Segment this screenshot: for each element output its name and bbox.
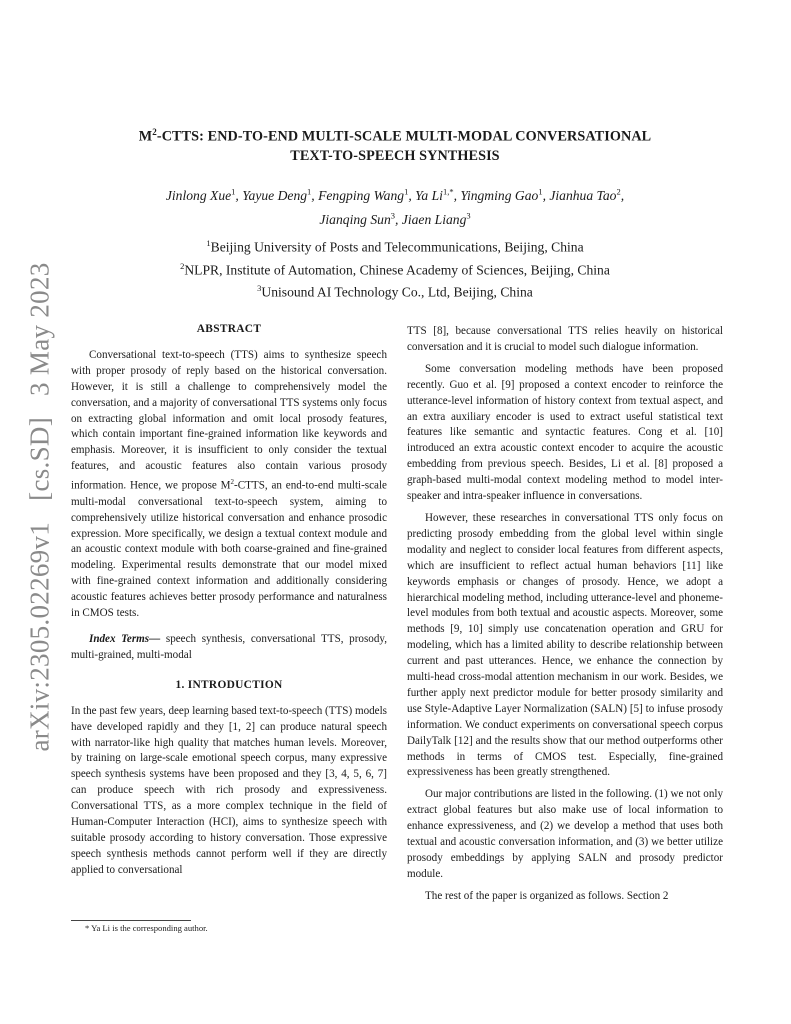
author: Jianqing Sun$^3$,: [319, 210, 402, 228]
author: Jinlong Xue$^1$,: [165, 186, 243, 203]
author-list: [100, 181, 690, 230]
arxiv-date: 3 May 2023: [24, 262, 55, 396]
abstract-text: Conversational text-to-speech (TTS) aims to synthesize speech with proper prosody of reply based on the historical conversation. However, it is still a challenge to comprehensively model the conversation, and a majority of conversational TTS systems only focus on extracting global information and omit local prosody features, which contain important fine-grained information like keywords and emphasis. Moreover, it is insufficient to only consider the textual features, and acoustic features also contain various prosody information. Hence, we propose $M^2$-CTTS, an end-to-end multi-scale multi-modal conversational text-to-speech system, aiming to comprehensively utilize historical conversation and enhance prosodic expression. More specifically, we design a textual context module and an acoustic context module with both coarse-grained and fine-grained modeling. Experimental results demonstrate that our model mixed with fine-grained context information and additionally considering acoustic features achieves better prosody performance and naturalness in CMOS tests.: [71, 348, 387, 620]
intro-paragraph: However, these researches in conversational TTS only focus on predicting prosody embedding from the global level within single modality and neglect to consider local features from different aspects, which are insufficient to reflect actual human behaviors [11] like keywords emphasis or changes of prosody. Hence, we adopt a hierarchical modeling method, including utterance-level and phoneme-level modules from both textual and acoustic aspects. Moreover, some methods [9, 10] simply use concatenation operation and GRU for modeling, which has a limited ability to describe relationship between current and past utterances. Hence, we enhance the connection by multi-head cross-modal attention mechanism in our work. Besides, we further apply next predictor module for better prosody similarity and use Style-Adaptive Layer Normalization (SALN) [5] to infuse prosody information. We conduct experiments on conversational speech corpus DailyTalk [12] and the results show that our method outperforms other methods in terms of CMOS test. Especially, fine-grained expressiveness has been greatly strengthened.: [407, 511, 723, 779]
author: Ya $Li^{1,*}$,: [415, 186, 461, 203]
arxiv-id: arXiv:2305.02269v1: [24, 521, 55, 752]
index-terms-label: Index Terms—: [89, 633, 161, 645]
affiliation: $^2$NLPR, Institute of Automation, Chinese Academy of Sciences, Beijing, China: [180, 260, 610, 278]
affiliation: $^1$Beijing University of Posts and Telecommunications, Beijing, China: [206, 238, 584, 255]
paper-title: $M^2$-CTTS: END-TO-END MULTI-SCALE MULTI-MODAL CONVERSATIONAL TEXT-TO-SPEECH SYNTHESIS: [138, 127, 652, 164]
intro-paragraph: The rest of the paper is organized as follows. Section 2: [425, 889, 669, 902]
author: Yingming Gao$^1$,: [460, 186, 550, 203]
abstract-heading: ABSTRACT: [196, 323, 262, 335]
arxiv-identifier-stamp: [25, 248, 56, 751]
arxiv-category: [cs.SD]: [24, 417, 55, 501]
index-terms: Index Terms— speech synthesis, conversational TTS, prosody, multi-grained, multi-modal: [71, 633, 387, 661]
footnote: * Ya Li is the corresponding author.: [85, 923, 208, 933]
affiliation-list: [100, 234, 690, 302]
intro-paragraph: Our major contributions are listed in the following. (1) we not only extract global features but also make use of local information to enhance expressiveness, and (2) we develop a method that uses both textual and acoustic conversation information, and (3) we better utilize prosody embeddings by applying SALN and prosody predictor module.: [407, 788, 723, 880]
introduction-heading: 1. INTRODUCTION: [175, 678, 283, 691]
intro-paragraph: Some conversation modeling methods have been proposed recently. Guo et al. [9] proposed a context encoder to reinforce the utterance-level information of history context from textual aspect, and an extra auxiliary encoder is used to extract useful statistical text features like semantic and syntactic features. Cong et al. [10] introduced an extra acoustic context encoder to acquire the acoustic embedding from previous speech. Besides, Li et al. [8] proposed a graph-based multi-modal context modeling method to model inter-speaker and intra-speaker influence in conversations.: [407, 362, 723, 503]
footnote-divider: [71, 920, 191, 921]
author: Yayue Deng$^1$,: [242, 186, 319, 203]
intro-paragraph-continued: TTS [8], because conversational TTS relies heavily on historical conversation and it is crucial to model such dialogue information.: [407, 325, 723, 353]
author: Jiaen Liang$^3$: [401, 210, 471, 228]
intro-paragraph: In the past few years, deep learning based text-to-speech (TTS) models have developed rapidly and they [1, 2] can produce natural speech with narrator-like high quality that matches human levels. Moreover, by training on large-scale emotional speech corpus, many expressive speech synthesis systems have been proposed and they [3, 4, 5, 6, 7] can produce speech with rich prosody and expressiveness. Conversational TTS, as a more complex technique in the field of Human-Computer Interaction (HCI), aims to synthesize speech with suitable prosody according to history conversation. Those expressive speech synthesis methods cannot perform well if they are directly applied to conversational: [71, 704, 387, 876]
affiliation: $^3$Unisound AI Technology Co., Ltd, Beijing, China: [257, 283, 533, 300]
author: Jianhua Tao$^2$,: [549, 186, 625, 203]
right-column: [407, 324, 723, 911]
left-column: [71, 322, 387, 885]
author: Fengping Wang$^1$,: [318, 186, 416, 203]
